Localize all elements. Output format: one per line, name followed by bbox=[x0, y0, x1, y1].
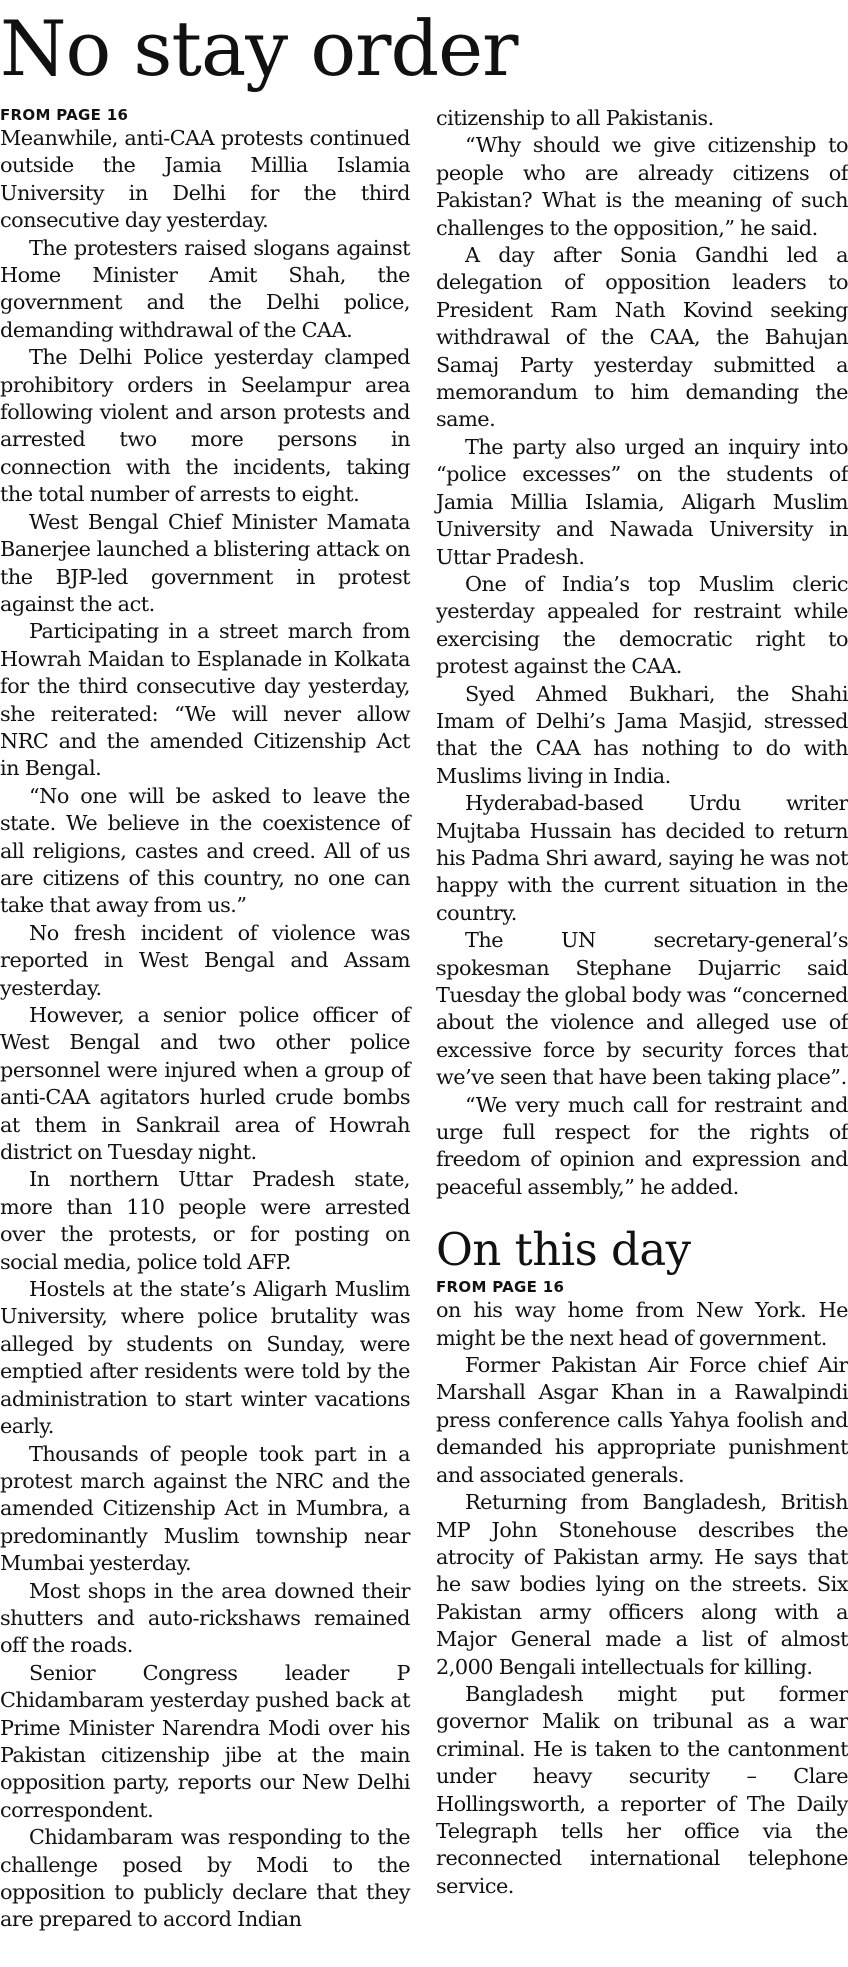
right-column bbox=[436, 105, 848, 1900]
article-paragraph: Former Pakistan Air Force chief Air Marshall Asgar Khan in a Rawalpindi press conference calls Yahya foolish and demanded his appropriate punishment and associated generals. bbox=[436, 1353, 848, 1487]
article-paragraph: Most shops in the area downed their shutters and auto-rickshaws remained off the roads. bbox=[0, 1578, 410, 1658]
article-paragraph: Chidambaram was responding to the challenge posed by Modi to the opposition to publicly declare that they are prepared to accord Indian bbox=[0, 1825, 410, 1932]
article-paragraph: citizenship to all Pakistanis. bbox=[436, 106, 714, 130]
article-paragraph: However, a senior police officer of West Bengal and two other police personnel were injured when a group of anti-CAA agitators hurled crude bombs at them in Sankrail area of Howrah district on Tuesday night. bbox=[0, 1003, 410, 1165]
article-paragraph: Bangladesh might put former governor Malik on tribunal as a war criminal. He is taken to the cantonment under heavy security – Clare Hollingsworth, a reporter of The Daily Telegraph tells her office via the reconnected international telephone service. bbox=[436, 1681, 848, 1898]
article-paragraph: The Delhi Police yesterday clamped prohibitory orders in Seelampur area following violent and arson protests and arrested two more persons in connection with the incidents, taking the total number of arrests to eight. bbox=[0, 345, 410, 507]
article-paragraph: One of India’s top Muslim cleric yesterday appealed for restraint while exercising the democratic right to protest against the CAA. bbox=[436, 571, 848, 679]
article-paragraph: In northern Uttar Pradesh state, more than 110 people were arrested over the protests, or for posting on social media, police told AFP. bbox=[0, 1167, 410, 1274]
article-paragraph: Hyderabad-based Urdu writer Mujtaba Hussain has decided to return his Padma Shri award, saying he was not happy with the current situation in the country. bbox=[436, 791, 848, 925]
article-paragraph: “We very much call for restraint and urge full respect for the rights of freedom of opinion and expression and peaceful assembly,” he added. bbox=[436, 1092, 848, 1199]
article-paragraph: on his way home from New York. He might be the next head of government. bbox=[436, 1298, 848, 1350]
article-paragraph: No fresh incident of violence was reported in West Bengal and Assam yesterday. bbox=[0, 920, 410, 1000]
article-paragraph: “Why should we give citizenship to people who are already citizens of Pakistan? What is the meaning of such challenges to the opposition,” he said. bbox=[436, 133, 848, 240]
article-paragraph: Senior Congress leader P Chidambaram yesterday pushed back at Prime Minister Narendra Modi over his Pakistan citizenship jibe at the main opposition party, reports our New Delhi correspondent. bbox=[0, 1660, 410, 1822]
article-paragraph: The UN secretary-general’s spokesman Stephane Dujarric said Tuesday the global body was “concerned about the violence and alleged use of excessive force by security forces that we’ve seen that have been taking place”. bbox=[436, 928, 848, 1090]
article-paragraph: Participating in a street march from Howrah Maidan to Esplanade in Kolkata for the third consecutive day yesterday, she reiterated: “We will never allow NRC and the amended Citizenship Act in Bengal. bbox=[0, 619, 410, 781]
article-paragraph: The protesters raised slogans against Home Minister Amit Shah, the government and the Delhi police, demanding withdrawal of the CAA. bbox=[0, 235, 410, 342]
secondary-headline: On this day bbox=[436, 1223, 691, 1277]
article-paragraph: Returning from Bangladesh, British MP John Stonehouse describes the atrocity of Pakistan army. He says that he saw bodies lying on the streets. Six Pakistan army officers along with a Major General made a list of almost 2,000 Bengali intellectuals for killing. bbox=[436, 1490, 848, 1679]
main-headline: No stay order bbox=[0, 4, 518, 93]
article-paragraph: Hostels at the state’s Aligarh Muslim University, where police brutality was alleged by students on Sunday, were emptied after residents were told by the administration to start winter vacations early. bbox=[0, 1277, 410, 1439]
article-paragraph: “No one will be asked to leave the state. We believe in the coexistence of all religions, castes and creed. All of us are citizens of this country, no one can take that away from us.” bbox=[0, 783, 410, 918]
article-paragraph: Meanwhile, anti-CAA protests continued outside the Jamia Millia Islamia University in Delhi for the third consecutive day yesterday. bbox=[0, 126, 410, 233]
article-paragraph: The party also urged an inquiry into “police excesses” on the students of Jamia Millia Islamia, Aligarh Muslim University and Nawada University in Uttar Pradesh. bbox=[436, 434, 848, 569]
article-paragraph: Syed Ahmed Bukhari, the Shahi Imam of Delhi’s Jama Masjid, stressed that the CAA has nothing to do with Muslims living in India. bbox=[436, 681, 848, 788]
secondary-story-kicker: FROM PAGE 16 bbox=[436, 1278, 565, 1297]
left-column bbox=[0, 105, 410, 1934]
article-paragraph: West Bengal Chief Minister Mamata Banerjee launched a blistering attack on the BJP-led government in protest against the act. bbox=[0, 509, 410, 616]
main-story-kicker: FROM PAGE 16 bbox=[0, 106, 129, 124]
article-paragraph: A day after Sonia Gandhi led a delegation of opposition leaders to President Ram Nath Kovind seeking withdrawal of the CAA, the Bahujan Samaj Party yesterday submitted a memorandum to him demanding the same. bbox=[436, 243, 848, 432]
article-paragraph: Thousands of people took part in a protest march against the NRC and the amended Citizenship Act in Mumbra, a predominantly Muslim township near Mumbai yesterday. bbox=[0, 1441, 410, 1576]
